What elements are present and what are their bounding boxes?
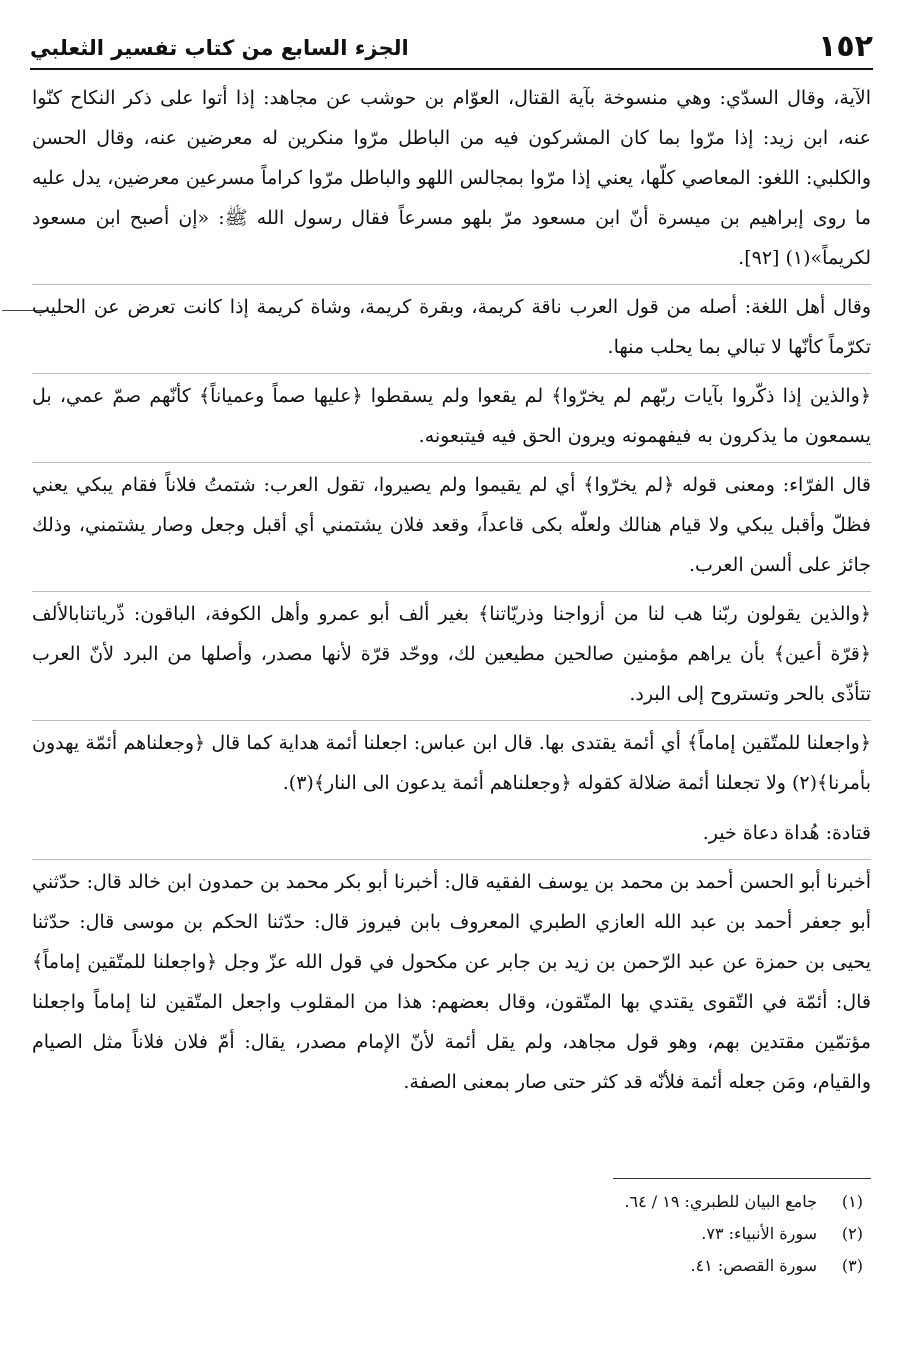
footnote-item — [40, 1186, 863, 1218]
paragraph-8: أخبرنا أبو الحسن أحمد بن محمد بن يوسف الفقيه قال: أخبرنا أبو بكر محمد بن حمدون ابن خالد قال: حدّثني أبو جعفر أحمد بن عبد الله العازي الطبري المعروف بابن فيروز قال: حدّثنا الحكم بن موسى قال: حدّثنا يحيى بن حمزة عن عبد الرّحمن بن زيد بن جابر عن مكحول في قول الله عزّ وجل ﴿واجعلنا للمتّقين إماماً﴾ قال: أئمّة في التّقوى يقتدي بها المتّقون، وقال بعضهم: هذا من المقلوب واجعل المتّقين لنا إماماً واجعلنا مؤتمّين مقتدين بهم، وهو قول مجاهد، ولم يقل أئمة لأنّ الإمام مصدر، يقال: أمّ فلان فلاناً مثل الصيام والقيام، ومَن جعله أئمة فلأنّه قد كثر حتى صار بمعنى الصفة. — [32, 859, 871, 1102]
footnote-item — [40, 1250, 863, 1282]
header-rule — [30, 68, 873, 70]
paragraph-2: وقال أهل اللغة: أصله من قول العرب ناقة كريمة، وبقرة كريمة، وشاة كريمة إذا كانت تعرض عن الحليب تكرّماً كأنّها لا تبالي بما يحلب منها. — [32, 284, 871, 367]
main-text — [32, 78, 871, 1108]
footnote-number: (٢) — [841, 1224, 863, 1243]
paragraph-7: قتادة: هُداة دعاة خير. — [702, 822, 871, 844]
footnote-number: (٣) — [841, 1256, 863, 1275]
footnote-text: سورة القصص: ٤١. — [690, 1256, 817, 1275]
footnote-text: سورة الأنبياء: ٧٣. — [701, 1224, 817, 1243]
running-title: الجزء السابع من كتاب تفسير الثعلبي — [30, 36, 409, 60]
paragraph-3: ﴿والذين إذا ذكّروا بآيات ربّهم لم يخرّوا﴾ لم يقعوا ولم يسقطوا ﴿عليها صماً وعمياناً﴾ كأنّهم صمّ عمي، بل يسمعون ما يذكرون به فيفهمونه ويرون الحق فيه فيتبعونه. — [32, 373, 871, 456]
paragraph-4: قال الفرّاء: ومعنى قوله ﴿لم يخرّوا﴾ أي لم يقيموا ولم يصيروا، تقول العرب: شتمتُ فلاناً فقام يبكي يعني فظلّ وأقبل يبكي ولا قيام هنالك ولعلّه بكى قاعداً، وقعد فلان يشتمني أي أقبل وجعل وصار يشتمني، وذلك جائز على ألسن العرب. — [32, 462, 871, 585]
footnote-text: جامع البيان للطبري: ١٩ / ٦٤. — [624, 1192, 817, 1211]
footnote-rule — [613, 1178, 871, 1179]
footnote-number: (١) — [841, 1192, 863, 1211]
running-head — [30, 18, 873, 66]
paragraph-6: ﴿واجعلنا للمتّقين إماماً﴾ أي أئمة يقتدى بها. قال ابن عباس: اجعلنا أئمة هداية كما قال ﴿وجعلناهم أئمّة يهدون بأمرنا﴾(٢) ولا تجعلنا أئمة ضلالة كقوله ﴿وجعلناهم أئمة يدعون الى النار﴾(٣). — [32, 720, 871, 803]
footnotes — [40, 1186, 863, 1282]
footnote-item — [40, 1218, 863, 1250]
paragraph-5: ﴿والذين يقولون ربّنا هب لنا من أزواجنا وذريّاتنا﴾ بغير ألف أبو عمرو وأهل الكوفة، الباقون: ذّرياتنابالألف ﴿قرّة أعين﴾ بأن يراهم مؤمنين صالحين مطيعين لك، ووحّد قرّة لأنها مصدر، وأصلها من البرد لأنّ العرب تتأذّى بالحر وتستروح إلى البرد. — [32, 591, 871, 714]
paragraph-1: الآية، وقال السدّي: وهي منسوخة بآية القتال، العوّام بن حوشب عن مجاهد: إذا أتوا على ذكر النكاح كنّوا عنه، ابن زيد: إذا مرّوا بما كان المشركون فيه من الباطل مرّوا منكرين له معرضين عنه، وقال الحسن والكلبي: اللغو: المعاصي كلّها، يعني إذا مرّوا بمجالس اللهو والباطل مرّوا كراماً مسرعين معرضين، يدل عليه ما روى إبراهيم بن ميسرة أنّ ابن مسعود مرّ بلهو مسرعاً فقال رسول الله ﷺ: «إن أصبح ابن مسعود لكريماً»(١) [٩٢]. — [32, 87, 871, 269]
page-number: ١٥٢ — [818, 29, 873, 64]
